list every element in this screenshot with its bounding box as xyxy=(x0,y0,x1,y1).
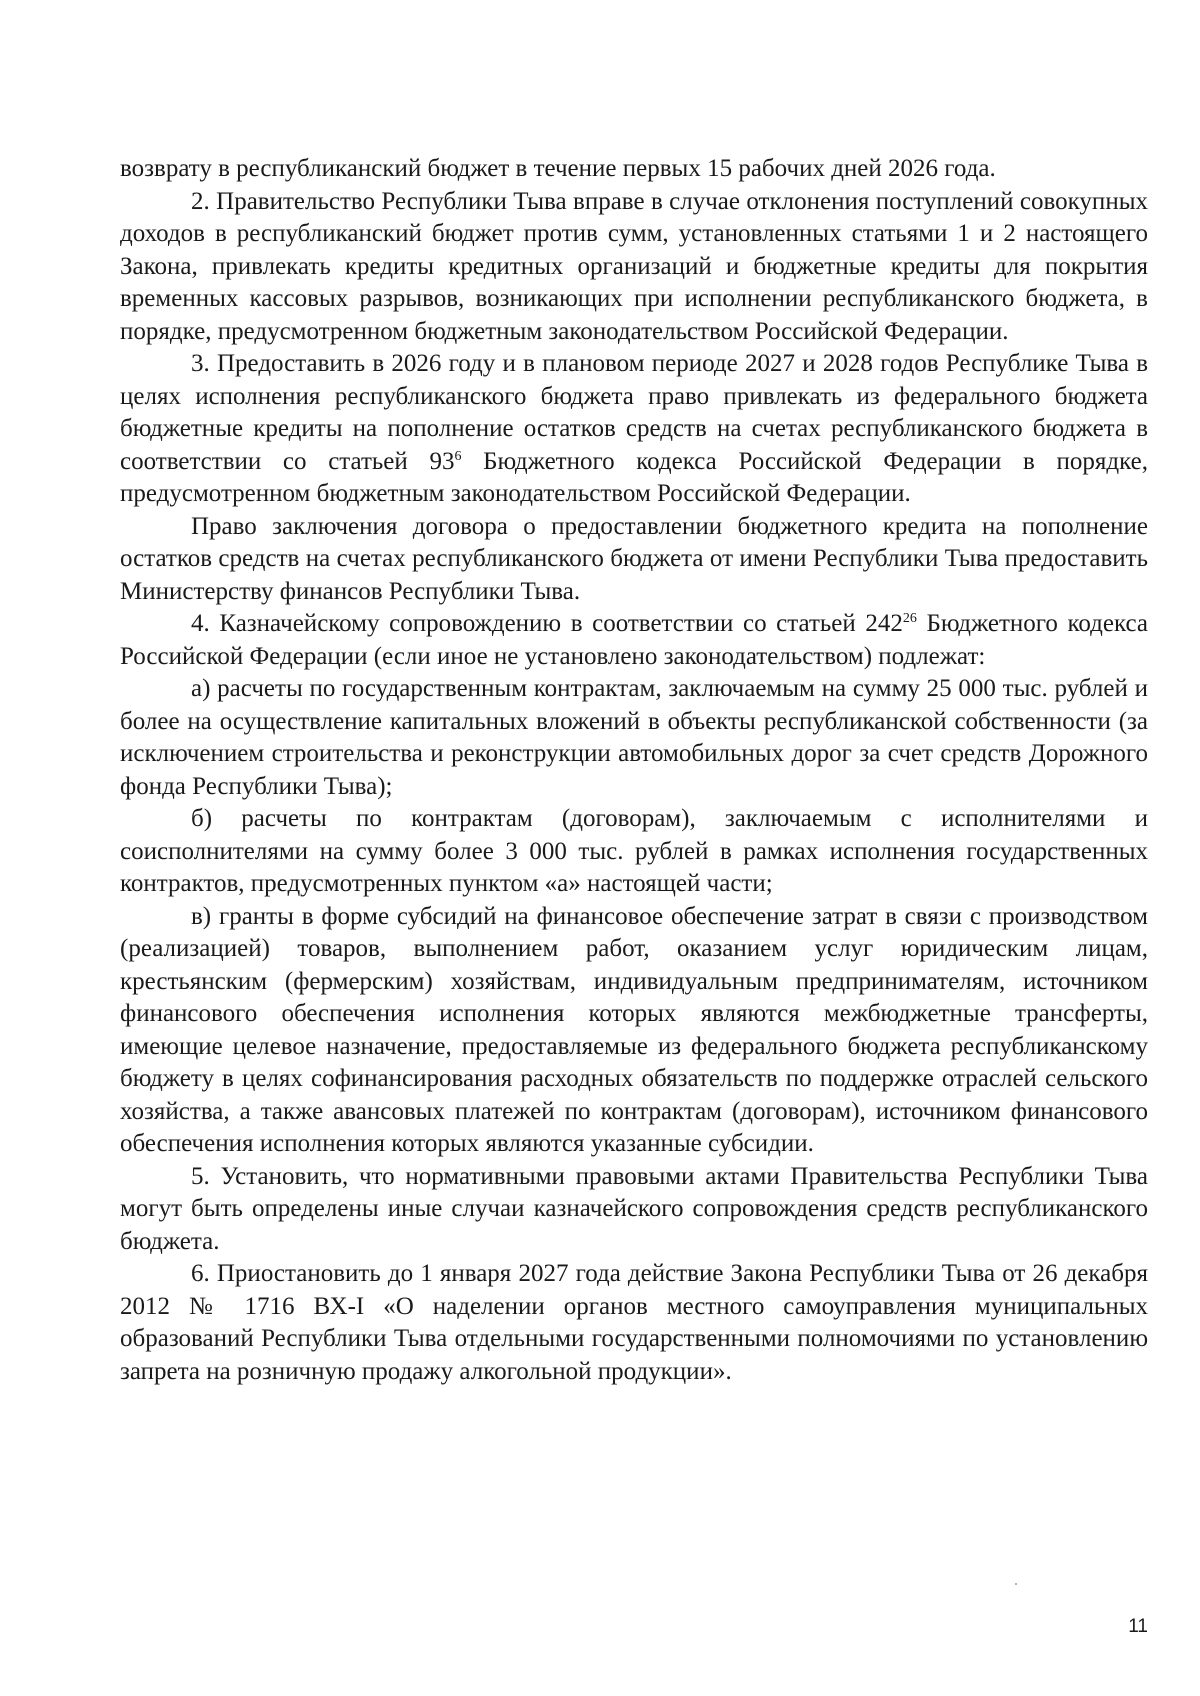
paragraph-6-suspend-law: 6. Приостановить до 1 января 2027 года действие Закона Республики Тыва от 26 декабря 2012 № 1716 ВХ-I «О наделении органов местного самоуправления муниципальных образований Республики Тыва отдельными государственными полномочиями по установлению запрета на розничную продажу алкогольной продукции». xyxy=(120,1260,1148,1385)
article-superscript-26: 26 xyxy=(902,611,917,626)
paragraph-3-text-start: 3. Предоставить в 2026 году и в плановом периоде 2027 и 2028 годов Республике Тыва в целях исполнения республиканского бюджета право привлекать из федерального бюджета бюджетные кредиты на пополнение остатков средств на счетах республиканского бюджета в соответствии со статьей 93 xyxy=(120,350,1148,475)
paragraph-4-text-start: 4. Казначейскому сопровождению в соответствии со статьей 242 xyxy=(191,610,903,637)
paragraph-3-federal-credits xyxy=(120,348,1148,511)
subitem-b: б) расчеты по контрактам (договорам), заключаемым с исполнителями и соисполнителями на сумму более 3 000 тыс. рублей в рамках исполнения государственных контрактов, предусмотренных пунктом «а» настоящей части; xyxy=(120,805,1148,897)
paragraph-3-text-end: Бюджетного кодекса Российской Федерации в порядке, предусмотренном бюджетным законодательством Российской Федерации. xyxy=(120,447,1149,507)
paragraph-continuation: возврату в республиканский бюджет в течение первых 15 рабочих дней 2026 года. xyxy=(120,155,996,182)
scan-speck xyxy=(1015,1583,1017,1585)
paragraph-2-budget-loans: 2. Правительство Республики Тыва вправе в случае отклонения поступлений совокупных доходов в республиканский бюджет против сумм, установленных статьями 1 и 2 настоящего Закона, привлекать кредиты кредитных организаций и бюджетные кредиты для покрытия временных кассовых разрывов, возникающих при исполнении республиканского бюджета, в порядке, предусмотренном бюджетным законодательством Российской Федерации. xyxy=(120,187,1148,345)
paragraph-4-text-end: Бюджетного кодекса Российской Федерации (если иное не установлено законодательством) подлежат: xyxy=(120,610,1149,670)
paragraph-5-other-cases: 5. Установить, что нормативными правовыми актами Правительства Республики Тыва могут быть определены иные случаи казначейского сопровождения средств республиканского бюджета. xyxy=(120,1162,1148,1255)
paragraph-4-treasury-support xyxy=(120,608,1148,673)
subitem-a: а) расчеты по государственным контрактам, заключаемым на сумму 25 000 тыс. рублей и более на осуществление капитальных вложений в объекты республиканской собственности (за исключением строительства и реконструкции автомобильных дорог за счет средств Дорожного фонда Республики Тыва); xyxy=(120,675,1148,800)
subitem-v: в) гранты в форме субсидий на финансовое обеспечение затрат в связи с производством (реализацией) товаров, выполнением работ, оказанием услуг юридическим лицам, крестьянским (фермерским) хозяйствам, индивидуальным предпринимателям, источником финансового обеспечения исполнения которых являются межбюджетные трансферты, имеющие целевое назначение, предоставляемые из федерального бюджета республиканскому бюджету в целях софинансирования расходных обязательств по поддержке отраслей сельского хозяйства, а также авансовых платежей по контрактам (договорам), источником финансового обеспечения исполнения которых являются указанные субсидии. xyxy=(120,902,1148,1157)
document-body xyxy=(120,153,1148,1388)
page-number: 11 xyxy=(1128,1616,1148,1637)
article-superscript-6: 6 xyxy=(454,448,462,464)
paragraph-contract-right: Право заключения договора о предоставлении бюджетного кредита на пополнение остатков средств на счетах республиканского бюджета от имени Республики Тыва предоставить Министерству финансов Республики Тыва. xyxy=(120,512,1148,605)
